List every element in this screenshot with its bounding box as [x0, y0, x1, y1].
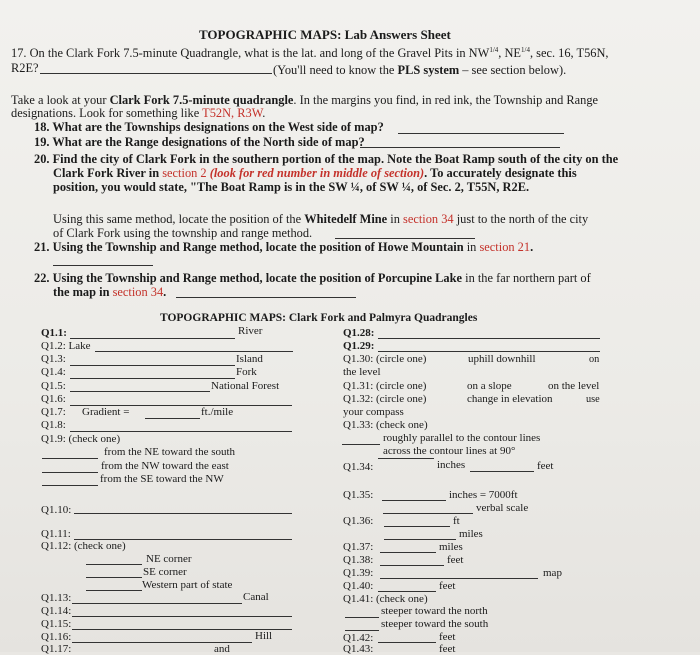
q1-9-option-1: from the NE toward the south	[104, 446, 236, 458]
q1-8-line[interactable]	[70, 431, 292, 432]
q1-32-label: Q1.32: (circle one)	[343, 393, 427, 405]
answer-line-21[interactable]	[53, 265, 153, 266]
q1-12-check-3[interactable]	[86, 590, 142, 591]
q1-29-label: Q1.29:	[343, 340, 375, 352]
q1-9-check-2[interactable]	[42, 472, 98, 473]
q1-41-option-1: steeper toward the north	[381, 605, 488, 617]
q1-32-option-2[interactable]: use	[586, 394, 600, 405]
q1-28-line[interactable]	[378, 338, 600, 339]
q1-34-inches: inches	[437, 459, 466, 471]
q1-12-check-2[interactable]	[86, 577, 142, 578]
q1-17-after: and	[214, 643, 230, 655]
q1-43-feet: feet	[439, 643, 456, 655]
q1-39-label: Q1.39:	[343, 567, 374, 579]
question-22-line2: the map in section 34.	[53, 285, 167, 299]
q1-34-feet: feet	[537, 460, 554, 472]
question-18: 18. What are the Townships designations on the West side of map?	[34, 120, 384, 134]
q1-35-scale: verbal scale	[476, 502, 529, 514]
q1-38-feet: feet	[447, 554, 464, 566]
q1-5-after: National Forest	[211, 380, 280, 392]
q1-1-after: River	[238, 325, 263, 337]
q1-42-feet: feet	[439, 631, 456, 643]
q1-7-label: Q1.7:	[41, 406, 66, 418]
q1-36-ft: ft	[453, 515, 460, 527]
q1-12-check-1[interactable]	[86, 564, 142, 565]
q1-9-option-3: from the SE toward the NW	[100, 473, 224, 485]
q1-33-option-2: across the contour lines at 90°	[383, 445, 516, 457]
q1-9-check-1[interactable]	[42, 458, 98, 459]
q1-7-line[interactable]	[145, 418, 200, 419]
question-19: 19. What are the Range designations of the North side of map?	[34, 135, 365, 149]
q1-3-line[interactable]	[70, 365, 235, 366]
q1-36-miles: miles	[459, 528, 483, 540]
q1-30-on[interactable]: on	[589, 354, 600, 365]
q1-39-line[interactable]	[380, 578, 538, 579]
question-20-line2: Clark Fork River in section 2 (look for red number in middle of section). To accurately designate this	[53, 166, 577, 180]
q1-40-feet: feet	[439, 580, 456, 592]
q1-38-line[interactable]	[380, 565, 444, 566]
q1-2-label: Q1.2: Lake	[41, 340, 91, 352]
q1-36-miles-line[interactable]	[384, 539, 456, 540]
answer-line-19[interactable]	[360, 147, 560, 148]
q1-32-option-1[interactable]: change in elevation	[467, 393, 553, 405]
q1-41-option-2: steeper toward the south	[381, 618, 489, 630]
question-17-note: (You'll need to know the PLS system – see section below).	[273, 63, 567, 77]
q1-13-after: Canal	[243, 591, 269, 603]
intro-line-1: Take a look at your Clark Fork 7.5-minute quadrangle. In the margins you find, in red ink, the Township and Range	[11, 93, 599, 107]
q1-41-label: Q1.41: (check one)	[343, 593, 428, 605]
q1-38-label: Q1.38:	[343, 554, 374, 566]
q1-12-option-3: Western part of state	[142, 579, 233, 591]
q1-33-label: Q1.33: (check one)	[343, 419, 428, 431]
q1-43-label: Q1.43:	[343, 643, 374, 655]
q1-40-line[interactable]	[378, 591, 436, 592]
intro-line-2: designations. Look for something like T52N, R3W.	[11, 106, 266, 120]
q1-37-miles: miles	[439, 541, 463, 553]
q1-7-gradient: Gradient =	[82, 406, 130, 418]
question-20-line3: position, you would state, "The Boat Ramp is in the SW ¼, of SW ¼, of Sec. 2, T55N, R2E.	[53, 180, 530, 194]
q1-32-compass[interactable]: your compass	[343, 406, 404, 418]
whitedelf-line-2: of Clark Fork using the township and range method.	[53, 226, 313, 240]
q1-41-check-2[interactable]	[345, 630, 379, 631]
q1-4-line[interactable]	[70, 378, 235, 379]
q1-35-text: inches = 7000ft	[449, 489, 518, 501]
q1-3-after: Island	[236, 353, 263, 365]
q1-1-label: Q1.1:	[41, 327, 67, 339]
q1-13-label: Q1.13:	[41, 592, 72, 604]
q1-6-label: Q1.6:	[41, 393, 66, 405]
question-21: 21. Using the Township and Range method, locate the position of Howe Mountain in section 21.	[34, 240, 534, 254]
q1-13-line[interactable]	[72, 603, 242, 604]
q1-36-line[interactable]	[384, 526, 450, 527]
q1-37-line[interactable]	[380, 552, 436, 553]
q1-30-level[interactable]: the level	[343, 366, 381, 378]
q1-36-label: Q1.36:	[343, 515, 374, 527]
q1-2-line[interactable]	[95, 351, 293, 352]
q1-16-label: Q1.16:	[41, 631, 72, 643]
q1-35-line[interactable]	[382, 500, 446, 501]
q1-12-option-1: NE corner	[146, 553, 192, 565]
q1-5-line[interactable]	[70, 391, 210, 392]
q1-34-check-2[interactable]	[378, 458, 434, 459]
q1-33-check-1[interactable]	[342, 444, 380, 445]
q1-15-label: Q1.15:	[41, 618, 72, 630]
q1-31-label: Q1.31: (circle one)	[343, 380, 427, 392]
q1-35-scale-line[interactable]	[383, 513, 473, 514]
q1-4-after: Fork	[236, 366, 257, 378]
page-title: TOPOGRAPHIC MAPS: Lab Answers Sheet	[199, 27, 451, 42]
q1-37-label: Q1.37:	[343, 541, 374, 553]
question-17: 17. On the Clark Fork 7.5-minute Quadrangle, what is the lat. and long of the Gravel Pits in $NW^{1/4}$, $NE^{1/4}$, sec. 16, T56N,	[11, 46, 609, 61]
q1-42-line[interactable]	[378, 642, 436, 643]
q1-9-label: Q1.9: (check one)	[41, 433, 121, 445]
q1-34-line[interactable]	[470, 471, 534, 472]
q1-8-label: Q1.8:	[41, 419, 66, 431]
q1-41-check-1[interactable]	[345, 617, 379, 618]
q1-5-label: Q1.5:	[41, 380, 66, 392]
q1-9-option-2: from the NW toward the east	[101, 460, 229, 472]
q1-28-label: Q1.28:	[343, 327, 375, 339]
q1-11-label: Q1.11:	[41, 528, 71, 540]
q1-3-label: Q1.3:	[41, 353, 66, 365]
q1-12-label: Q1.12: (check one)	[41, 540, 126, 552]
q1-39-map: map	[543, 567, 562, 579]
q1-29-line[interactable]	[378, 351, 600, 352]
answer-line-18[interactable]	[398, 133, 564, 134]
question-20-line1: 20. Find the city of Clark Fork in the southern portion of the map. Note the Boat Ramp south of the city on the	[34, 152, 619, 166]
q1-14-line[interactable]	[72, 616, 292, 617]
q1-42-label: Q1.42:	[343, 632, 374, 644]
q1-31-option-2[interactable]: on the level	[548, 380, 600, 392]
question-17-line2: R2E?	[11, 61, 39, 75]
q1-14-label: Q1.14:	[41, 605, 72, 617]
q1-7-unit: ft./mile	[201, 406, 234, 418]
q1-30-options[interactable]: uphill downhill	[468, 353, 536, 365]
q1-1-line[interactable]	[70, 338, 235, 339]
q1-34-label: Q1.34:	[343, 461, 374, 473]
answer-line-17[interactable]	[40, 73, 272, 74]
q1-31-option-1[interactable]: on a slope	[467, 380, 512, 392]
q1-35-label: Q1.35:	[343, 489, 374, 501]
q1-4-label: Q1.4:	[41, 366, 66, 378]
q1-10-line[interactable]	[74, 513, 292, 514]
q1-33-option-1: roughly parallel to the contour lines	[383, 432, 541, 444]
q1-30-label: Q1.30: (circle one)	[343, 353, 427, 365]
whitedelf-line-1: Using this same method, locate the position of the Whitedelf Mine in section 34 just to the north of the city	[53, 212, 589, 226]
answer-line-22[interactable]	[176, 297, 356, 298]
question-22-line1: 22. Using the Township and Range method, locate the position of Porcupine Lake in the far northern part of	[34, 271, 591, 285]
q1-10-label: Q1.10:	[41, 504, 72, 516]
q1-40-label: Q1.40:	[343, 580, 374, 592]
q1-17-label: Q1.17:	[41, 643, 72, 655]
q1-16-after: Hill	[255, 630, 273, 642]
q1-9-check-3[interactable]	[42, 485, 98, 486]
q1-12-option-2: SE corner	[143, 566, 187, 578]
sub-title: TOPOGRAPHIC MAPS: Clark Fork and Palmyra Quadrangles	[160, 312, 478, 324]
answer-line-whitedelf[interactable]	[335, 238, 475, 239]
